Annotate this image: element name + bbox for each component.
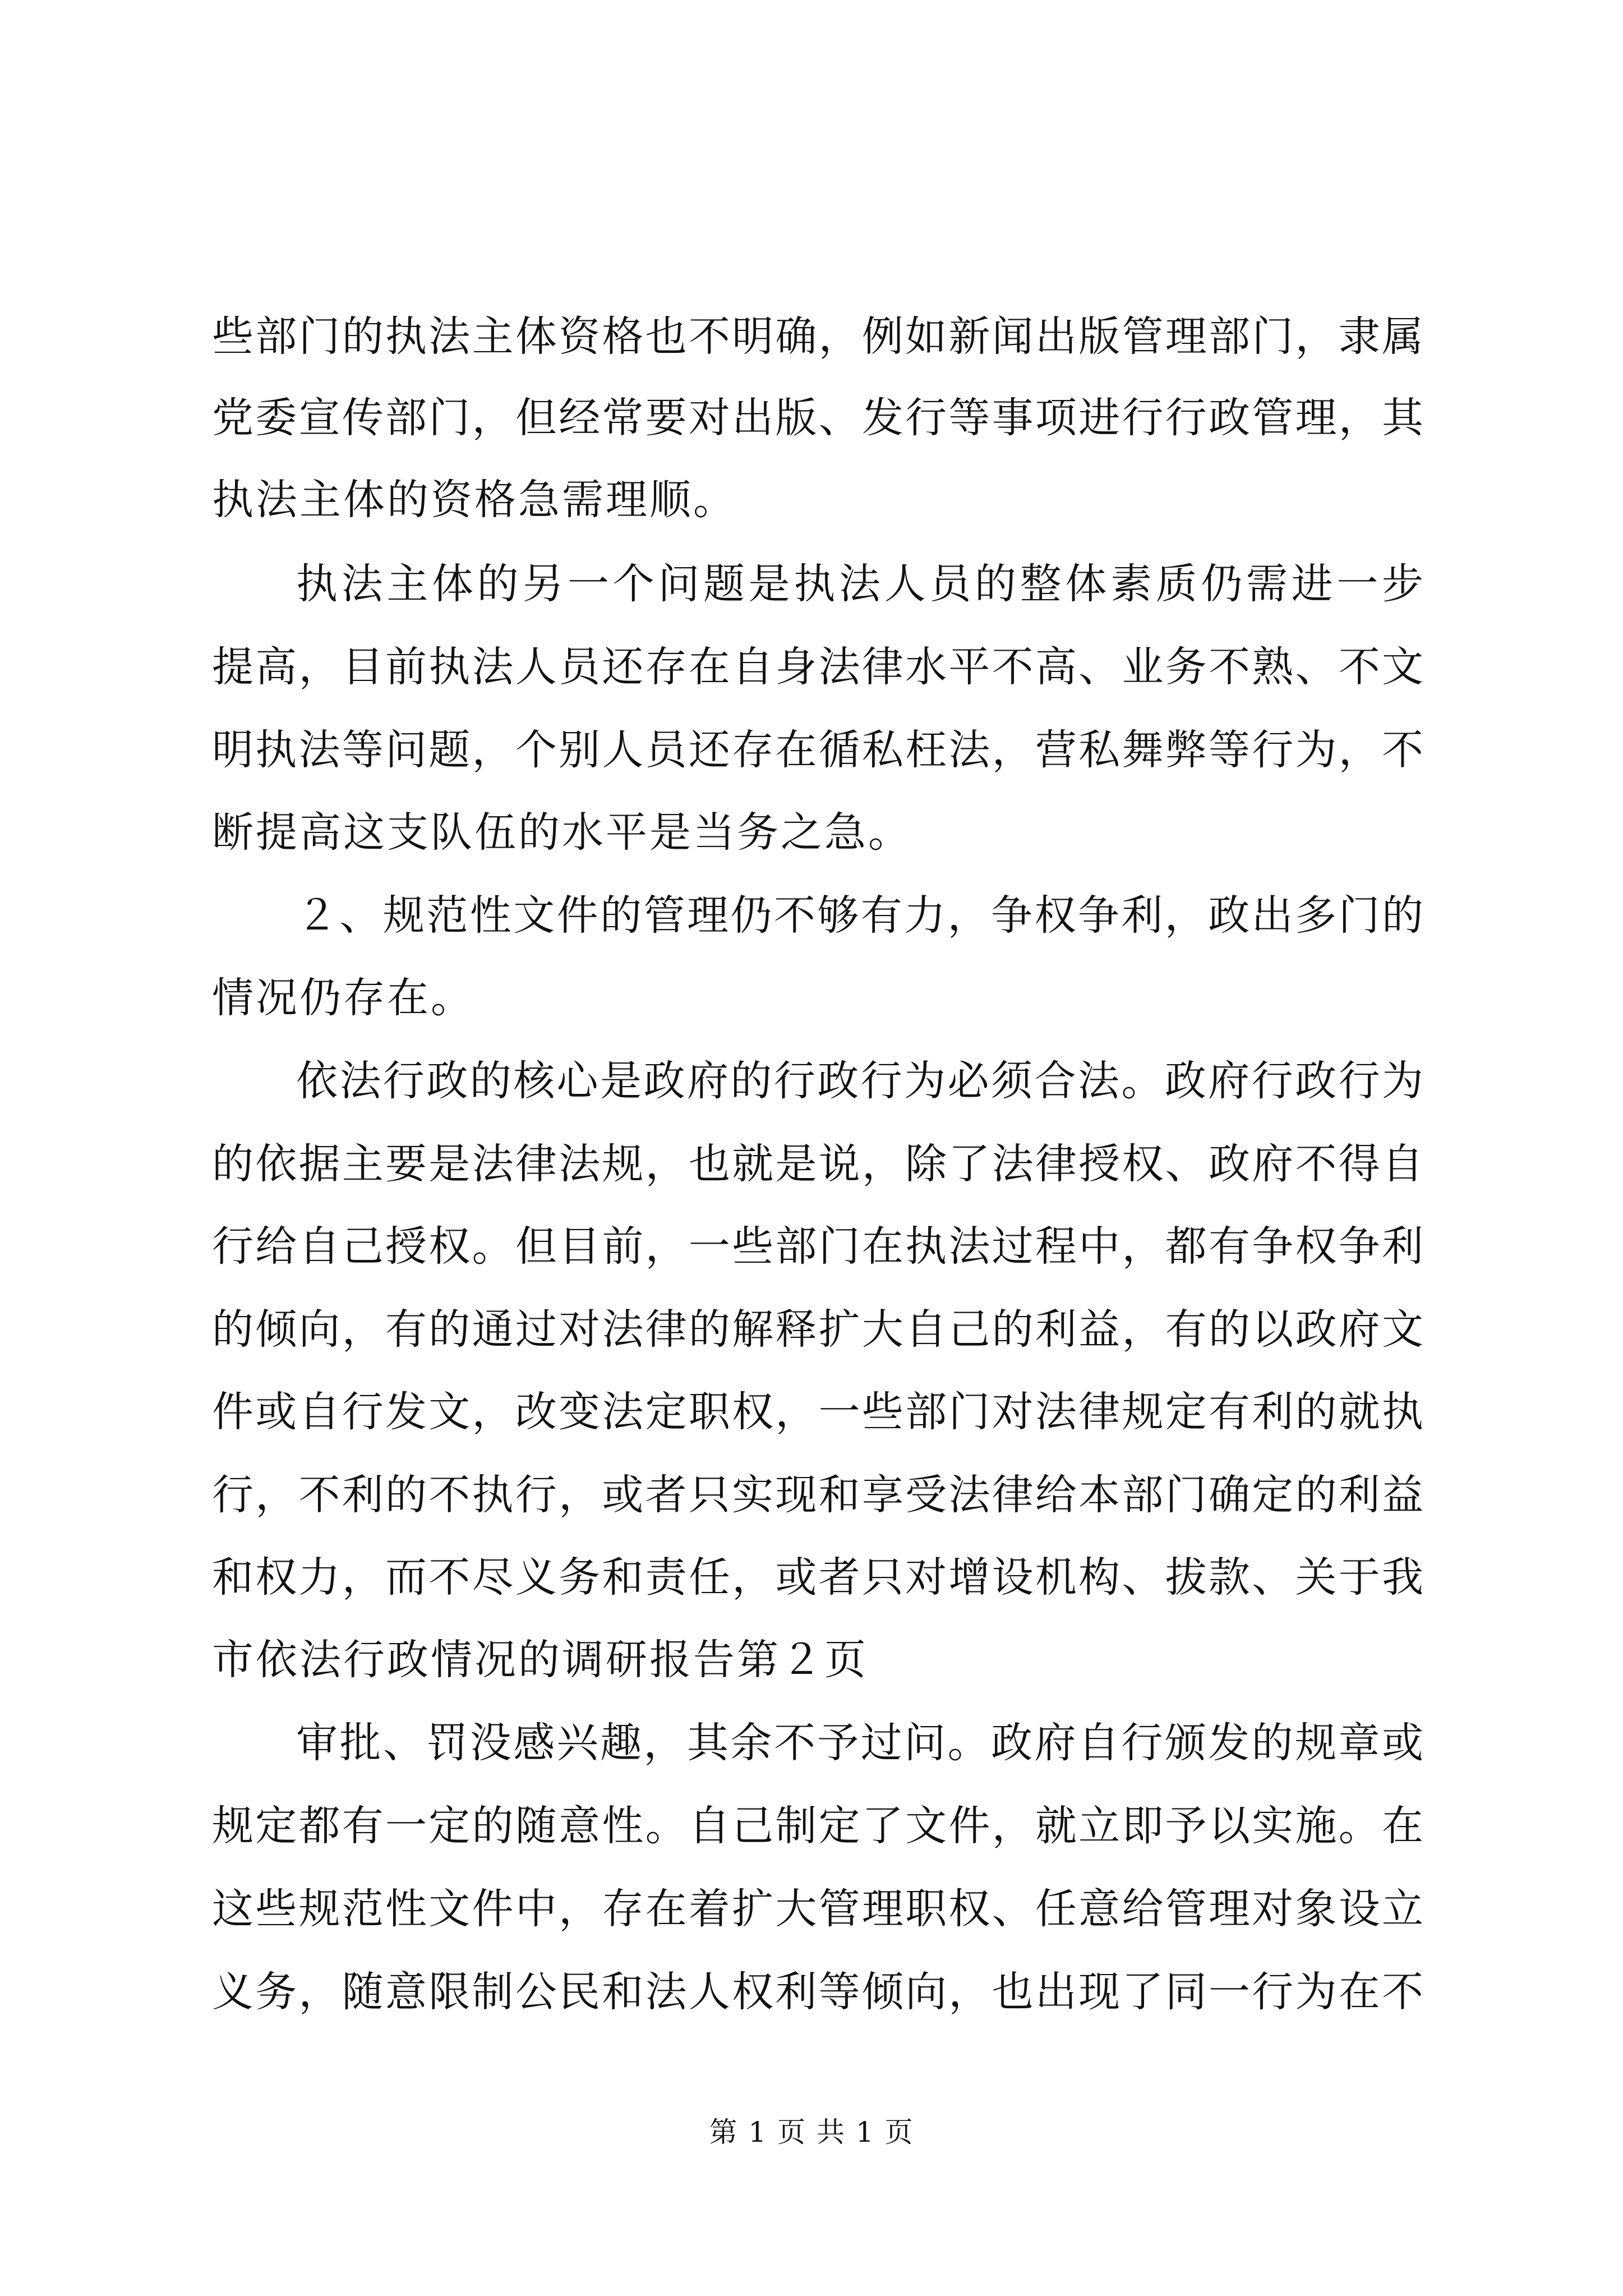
text-line: 些部门的执法主体资格也不明确，例如新闻出版管理部门，隶属	[212, 312, 1423, 361]
text-line: 行给自己授权。但目前，一些部门在执法过程中，都有争权争利	[212, 1222, 1423, 1271]
text-line: 规定都有一定的随意性。自己制定了文件，就立即予以实施。在	[212, 1802, 1423, 1850]
text-line: 断提高这支队伍的水平是当务之急。	[212, 808, 912, 857]
text-line: 这些规范性文件中，存在着扩大管理职权、任意给管理对象设立	[212, 1885, 1423, 1933]
text-line: 执法主体的资格急需理顺。	[212, 476, 737, 524]
text-line: ２、规范性文件的管理仍不够有力，争权争利，政出多门的	[296, 891, 1423, 940]
page-footer: 第 1 页 共 1 页	[709, 2116, 914, 2148]
text-line: 义务，随意限制公民和法人权利等倾向，也出现了同一行为在不	[212, 1968, 1423, 2016]
text-line: 件或自行发文，改变法定职权，一些部门对法律规定有利的就执	[212, 1388, 1423, 1436]
text-line: 的依据主要是法律法规，也就是说，除了法律授权、政府不得自	[212, 1140, 1423, 1188]
text-line: 行，不利的不执行，或者只实现和享受法律给本部门确定的利益	[212, 1471, 1423, 1519]
text-line: 明执法等问题，个别人员还存在循私枉法，营私舞弊等行为，不	[212, 726, 1423, 774]
text-line: 依法行政的核心是政府的行政行为必须合法。政府行政行为	[296, 1057, 1423, 1105]
text-line: 提高，目前执法人员还存在自身法律水平不高、业务不熟、不文	[212, 643, 1423, 691]
text-line: 情况仍存在。	[212, 974, 474, 1022]
text-line: 党委宣传部门，但经常要对出版、发行等事项进行行政管理，其	[212, 394, 1423, 442]
text-line: 和权力，而不尽义务和责任，或者只对增设机构、拔款、关于我	[212, 1553, 1423, 1602]
text-line: 市依法行政情况的调研报告第２页	[212, 1636, 868, 1684]
text-line: 审批、罚没感兴趣，其余不予过问。政府自行颁发的规章或	[296, 1719, 1423, 1767]
text-line: 的倾向，有的通过对法律的解释扩大自己的利益，有的以政府文	[212, 1305, 1423, 1354]
text-line: 执法主体的另一个问题是执法人员的整体素质仍需进一步	[296, 560, 1423, 608]
